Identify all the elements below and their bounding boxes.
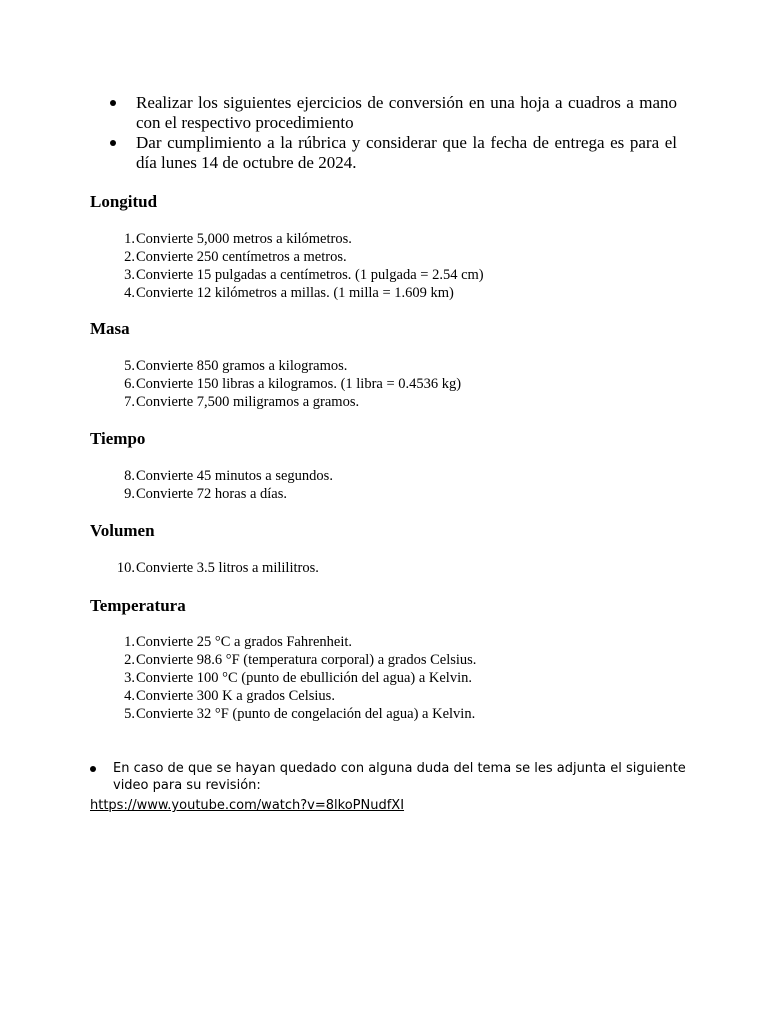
item-number: 3.: [124, 267, 135, 283]
exercise-list-longitud: [90, 230, 484, 302]
item-text: Convierte 150 libras a kilogramos. (1 libra = 0.4536 kg): [136, 376, 462, 392]
item-number: 7.: [124, 394, 135, 410]
item-number: 9.: [124, 486, 135, 502]
video-note: En caso de que se hayan quedado con alguna duda del tema se les adjunta el siguiente video para su revisión:: [113, 761, 686, 793]
item-text: Convierte 32 °F (punto de congelación del agua) a Kelvin.: [136, 706, 476, 722]
item-number: 4.: [124, 285, 135, 301]
item-number: 8.: [124, 468, 135, 484]
section-heading-volumen: Volumen: [90, 521, 155, 540]
list-item: [90, 248, 484, 266]
item-number: 2.: [124, 652, 135, 668]
intro-bullet-text: Dar cumplimiento a la rúbrica y considerar que la fecha de entrega es para el día lunes 14 de octubre de 2024.: [136, 133, 677, 172]
section-heading-tiempo: Tiempo: [90, 429, 146, 448]
exercise-list-temperatura: [90, 633, 476, 723]
section-heading-longitud: Longitud: [90, 192, 158, 211]
item-text: Convierte 72 horas a días.: [136, 486, 288, 502]
list-item: [90, 559, 319, 577]
item-number: 10.: [116, 560, 135, 576]
item-text: Convierte 100 °C (punto de ebullición del agua) a Kelvin.: [136, 670, 472, 686]
exercise-list-tiempo: [90, 467, 333, 503]
intro-bullet-item: [136, 133, 677, 173]
list-item: [90, 467, 333, 485]
item-number: 1.: [124, 231, 135, 247]
intro-bullet-list: [136, 93, 677, 173]
intro-bullet-text: Realizar los siguientes ejercicios de conversión en una hoja a cuadros a mano con el respectivo procedimiento: [136, 93, 677, 132]
section-heading-masa: Masa: [90, 319, 130, 338]
item-number: 6.: [124, 376, 135, 392]
item-number: 5.: [124, 358, 135, 374]
list-item: [90, 485, 333, 503]
bullet-icon: [90, 766, 96, 772]
bullet-icon: [110, 100, 116, 106]
list-item: [90, 633, 476, 651]
list-item: [90, 393, 461, 411]
item-text: Convierte 98.6 °F (temperatura corporal) a grados Celsius.: [136, 652, 477, 668]
list-item: [90, 705, 476, 723]
item-text: Convierte 45 minutos a segundos.: [136, 468, 333, 484]
item-text: Convierte 3.5 litros a mililitros.: [136, 560, 319, 576]
exercise-list-volumen: [90, 559, 319, 577]
video-link[interactable]: https://www.youtube.com/watch?v=8lkoPNudfXI: [90, 798, 405, 813]
item-text: Convierte 850 gramos a kilogramos.: [136, 358, 348, 374]
list-item: [90, 284, 484, 302]
item-text: Convierte 7,500 miligramos a gramos.: [136, 394, 360, 410]
list-item: [90, 375, 461, 393]
item-text: Convierte 250 centímetros a metros.: [136, 249, 347, 265]
item-text: Convierte 5,000 metros a kilómetros.: [136, 231, 352, 247]
item-text: Convierte 25 °C a grados Fahrenheit.: [136, 634, 352, 650]
list-item: [90, 687, 476, 705]
item-number: 5.: [124, 706, 135, 722]
list-item: [90, 266, 484, 284]
exercise-list-masa: [90, 357, 461, 411]
item-number: 3.: [124, 670, 135, 686]
bullet-icon: [110, 140, 116, 146]
list-item: [90, 357, 461, 375]
item-text: Convierte 15 pulgadas a centímetros. (1 pulgada = 2.54 cm): [136, 267, 484, 283]
item-text: Convierte 12 kilómetros a millas. (1 milla = 1.609 km): [136, 285, 454, 301]
section-heading-temperatura: Temperatura: [90, 596, 186, 615]
list-item: [90, 230, 484, 248]
list-item: [90, 651, 476, 669]
item-number: 2.: [124, 249, 135, 265]
intro-bullet-item: [136, 93, 677, 133]
item-text: Convierte 300 K a grados Celsius.: [136, 688, 335, 704]
item-number: 4.: [124, 688, 135, 704]
list-item: [90, 669, 476, 687]
item-number: 1.: [124, 634, 135, 650]
